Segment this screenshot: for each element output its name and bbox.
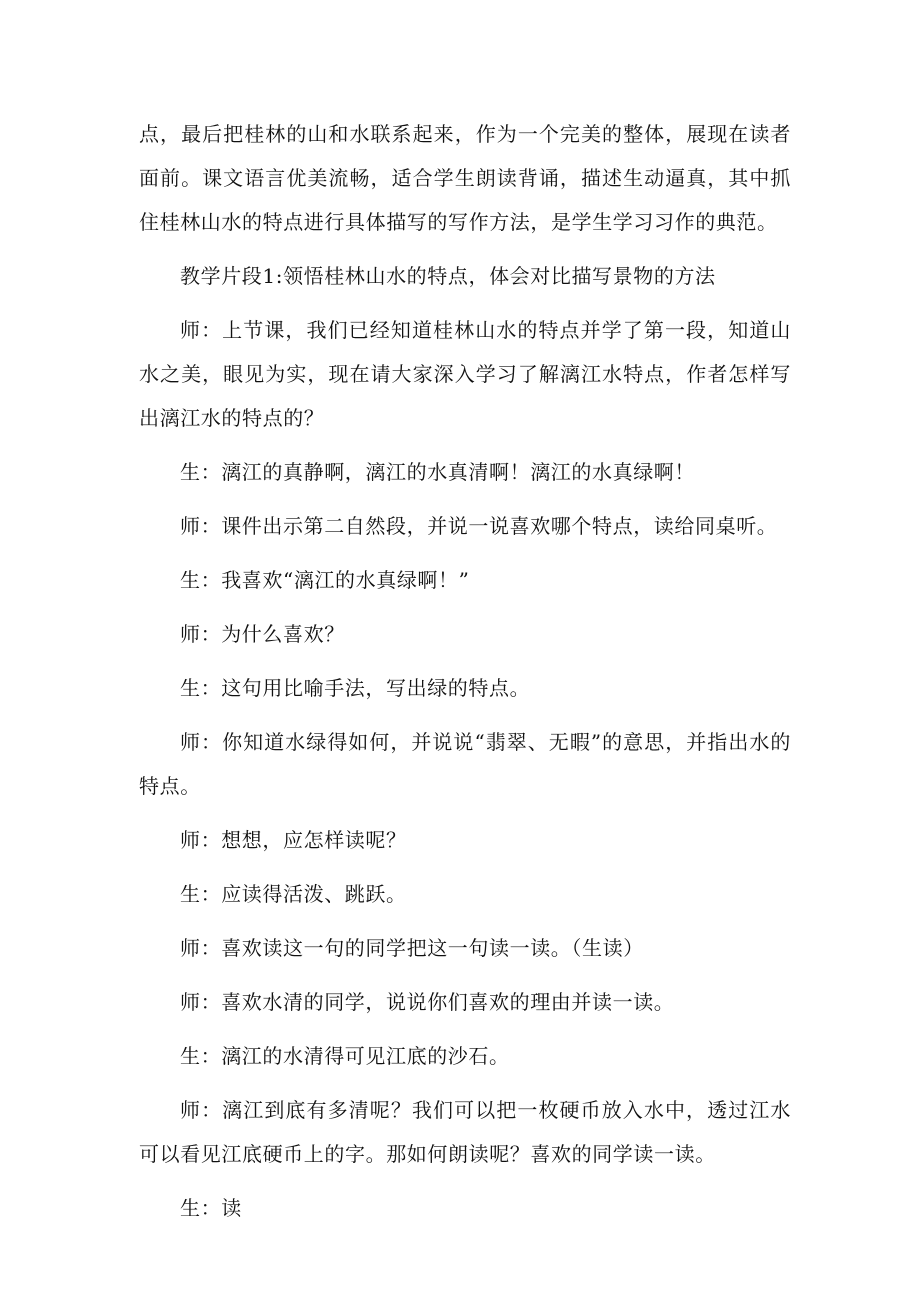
paragraph-11: 生：应读得活泼、跳跃。 bbox=[180, 882, 407, 906]
paragraph-5: 师：课件出示第二自然段，并说一说喜欢哪个特点，读给同桌听。 bbox=[180, 514, 778, 538]
document-body bbox=[139, 112, 791, 1230]
paragraph-14: 生：漓江的水清得可见江底的沙石。 bbox=[180, 1044, 510, 1068]
paragraph-4: 生：漓江的真静啊，漓江的水真清啊！漓江的水真绿啊！ bbox=[180, 460, 695, 484]
paragraph-8: 生：这句用比喻手法，写出绿的特点。 bbox=[180, 676, 531, 700]
paragraph-6: 生：我喜欢“漓江的水真绿啊！” bbox=[180, 568, 470, 592]
paragraph-10: 师：想想，应怎样读呢？ bbox=[180, 828, 407, 852]
paragraph-2: 教学片段1:领悟桂林山水的特点，体会对比描写景物的方法 bbox=[180, 264, 716, 288]
paragraph-1: 点，最后把桂林的山和水联系起来，作为一个完美的整体，展现在读者面前。课文语言优美流畅，适合学生朗读背诵，描述生动逼真，其中抓住桂林山水的特点进行具体描写的写作方法，是学生学习习作的典范。 bbox=[139, 122, 791, 234]
paragraph-3: 师：上节课，我们已经知道桂林山水的特点并学了第一段，知道山水之美，眼见为实，现在请大家深入学习了解漓江水特点，作者怎样写出漓江水的特点的？ bbox=[139, 318, 791, 430]
paragraph-12: 师：喜欢读这一句的同学把这一句读一读。（生读） bbox=[180, 936, 644, 960]
paragraph-16: 生：读 bbox=[180, 1196, 242, 1220]
paragraph-9: 师：你知道水绿得如何，并说说“翡翠、无暇”的意思，并指出水的特点。 bbox=[139, 730, 791, 798]
paragraph-13: 师：喜欢水清的同学，说说你们喜欢的理由并读一读。 bbox=[180, 990, 675, 1014]
paragraph-15: 师：漓江到底有多清呢？我们可以把一枚硬币放入水中，透过江水可以看见江底硬币上的字。那如何朗读呢？喜欢的同学读一读。 bbox=[139, 1098, 791, 1166]
paragraph-7: 师：为什么喜欢？ bbox=[180, 622, 345, 646]
